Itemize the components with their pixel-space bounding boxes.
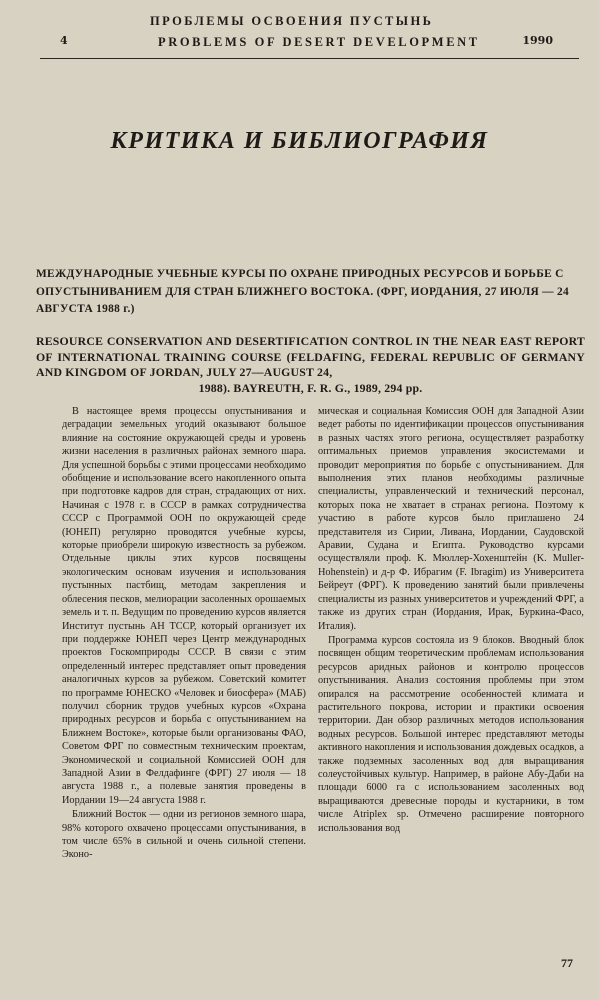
issue-number: 4 <box>60 34 68 47</box>
body-column-left <box>62 405 306 862</box>
paragraph: мическая и социальная Комиссия ООН для Западной Азии ведет работы по идентификации процессов опустынивания в разных частях этого региона, осуществляет разработку оптимальных приемов управления экосистемами и проводит мероприятия по борьбе с опустыниванием. Для выполнения этих планов необходимы различные специалисты, управленческий и технический персонал, которых пока не хватает в странах региона. Поэтому к участию в работе курсов было приглашено 24 представителя из Сирии, Ливана, Иордании, Саудовской Аравии, Судана и Египта. Руководство курсами осуществляли проф. К. Мюллер-Хохенштейн (K. Muller-Hohenstein) и д-р Ф. Ибрагим (F. Ibragim) из Университета Бейреут (ФРГ). К проведению занятий были привлечены специалисты из разных университетов и учреждений ФРГ, а также из других стран (Иордания, Ирак, Буркина-Фасо, Италия). <box>318 406 584 632</box>
section-title: КРИТИКА И БИБЛИОГРАФИЯ <box>110 128 489 154</box>
page-number: 77 <box>561 956 573 970</box>
article-title-en-citation: 1988). BAYREUTH, F. R. G., 1989, 294 pp. <box>198 380 423 395</box>
running-header <box>40 10 579 59</box>
article-title-en <box>36 334 585 396</box>
paragraph: Программа курсов состояла из 9 блоков. Вводный блок посвящен общим теоретическим проблемам использования ресурсов аридных районов и контролю процессов опустынивания. Анализ состояния проблемы при этом опирался на рассмотрение особенностей климата и растительного покрова, истории и практики освоения территории. Дан обзор различных методов использования водных ресурсов. Большой интерес представляют методы активного накопления и использования дождевых осадков, а также подземных засоленных вод для выращивания солеустойчивых культур. Например, в районе Абу-Даби на площади 6000 га с использованием засоленных вод выращиваются древесные породы и кустарники, в том числе Atriplex sp. Отмечено расширение повторного использования вод <box>318 634 584 834</box>
paragraph: В настоящее время процессы опустынивания и деградации земельных угодий оказывают большое влияние на состояние окружающей среды и уровень жизни населения в различных районах земного шара. Для успешной борьбы с этими процессами необходимо обобщение и использование всего накопленного опыта при подготовке кадров для стран, страдающих от них. Начиная с 1978 г. в СССР в рамках сотрудничества СССР с Программой ООН по окружающей среде (ЮНЕП) регулярно проводятся учебные курсы, которые приобрели широкую известность за рубежом. Отдельные циклы этих курсов посвящены экологическим основам изучения и использования пустынных пастбищ, методам закрепления и облесения песков, мелиорации засоленных орошаемых земель и т. п. Ведущим по проведению курсов является Институт пустынь АН ТССР, который организует их при поддержке ЮНЕП через Центр международных проектов Госкомприроды СССР. В связи с этим определенный интерес представляет опыт проведения аналогичных курсов за рубежом. Советский комитет по программе ЮНЕСКО «Человек и биосфера» (МАБ) получил сборник трудов учебных курсов «Охрана природных ресурсов и борьба с опустыниванием на Ближнем Востоке», которые были организованы ФАО, Советом ФРГ по совместным техническим проектам, Экономической и социальной Комиссией ООН для Западной Азии в Фелдафинге (ФРГ) 27 июля — 18 августа 1988 г., а полевые занятия проведены в Иордании 19—24 августа 1988 г. <box>62 406 306 806</box>
journal-title-ru: ПРОБЛЕМЫ ОСВОЕНИЯ ПУСТЫНЬ <box>150 14 434 28</box>
journal-title-en: PROBLEMS OF DESERT DEVELOPMENT <box>158 35 480 49</box>
article-title-ru: МЕЖДУНАРОДНЫЕ УЧЕБНЫЕ КУРСЫ ПО ОХРАНЕ ПРИРОДНЫХ РЕСУРСОВ И БОРЬБЕ С ОПУСТЫНИВАНИЕМ ДЛЯ СТРАН БЛИЖНЕГО ВОСТОКА. (ФРГ, ИОРДАНИЯ, 27 ИЮЛЯ — 24 АВГУСТА 1988 г.) <box>36 268 569 315</box>
body-column-right <box>318 405 584 835</box>
issue-year: 1990 <box>522 34 553 47</box>
paragraph: Ближний Восток — одни из регионов земного шара, 98% которого охвачено процессами опустынивания, в том числе 65% в сильной и очень сильной степени. Эконо- <box>62 809 306 861</box>
article-title-en-main: RESOURCE CONSERVATION AND DESERTIFICATION CONTROL IN THE NEAR EAST REPORT OF INTERNATIONAL TRAINING COURSE (FELDAFING, FEDERAL REPUBLIC OF GERMANY AND KINGDOM OF JORDAN, JULY 27—AUGUST 24, <box>36 334 585 379</box>
